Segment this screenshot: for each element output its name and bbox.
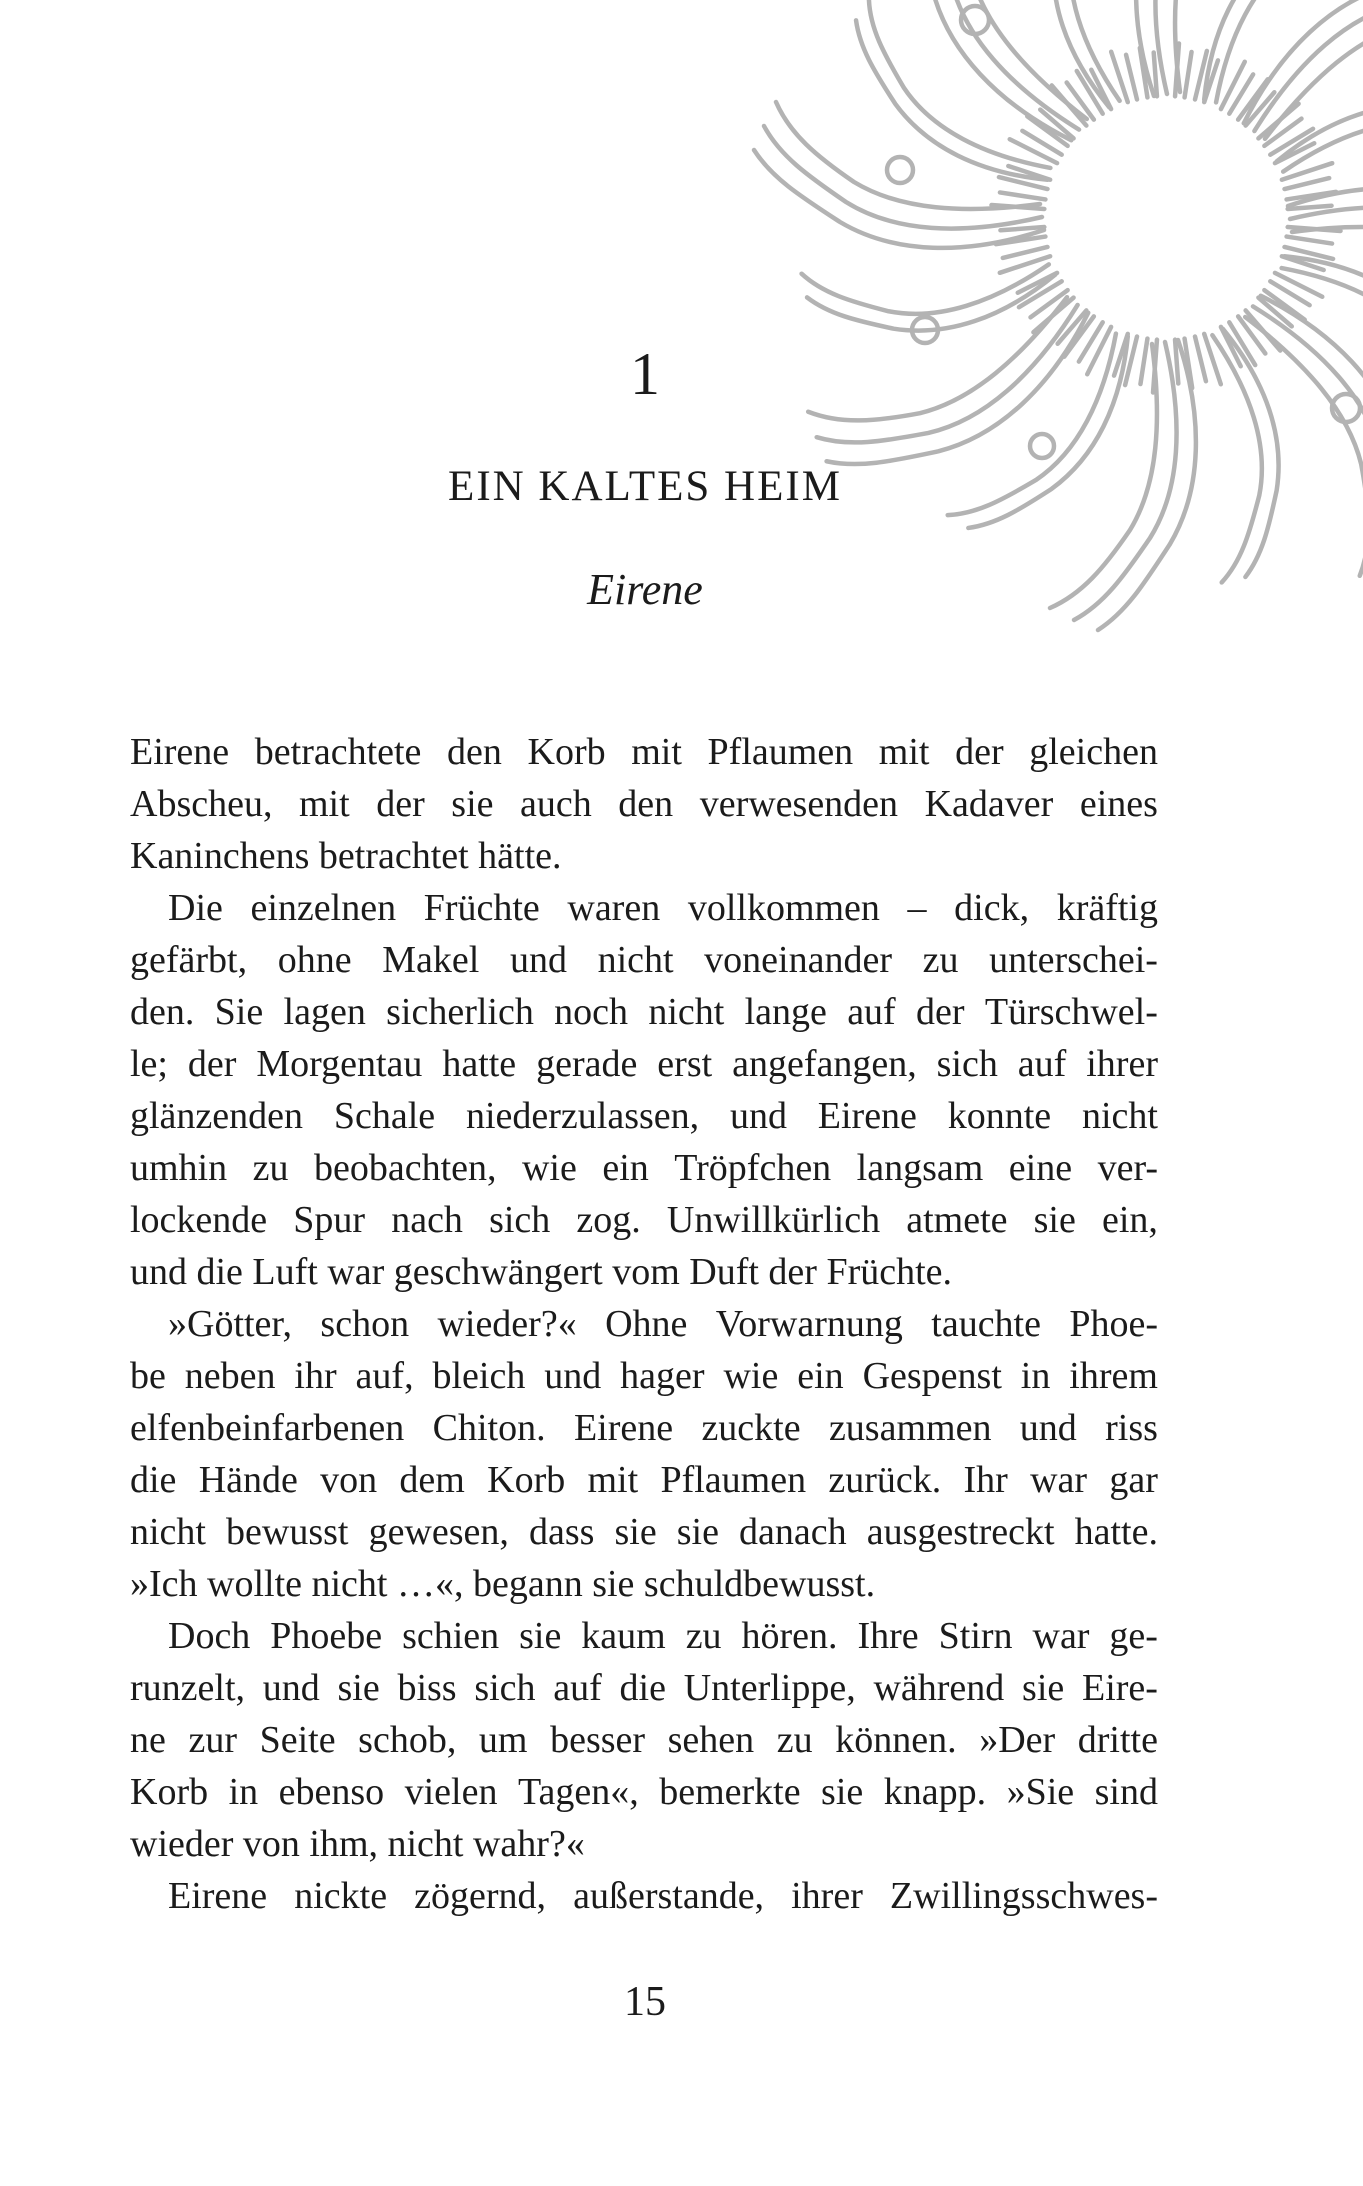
body-line: Eirene betrachtete den Korb mit Pflaumen mit der gleichen — [130, 731, 1158, 773]
chapter-title: EIN KALTES HEIM — [448, 463, 842, 510]
body-line: Korb in ebenso vielen Tagen«, bemerkte sie knapp. »Sie sind — [130, 1771, 1158, 1813]
sun-dot — [912, 317, 938, 343]
body-line: lockende Spur nach sich zog. Unwillkürlich atmete sie ein, — [130, 1199, 1158, 1241]
sun-dot — [887, 157, 913, 183]
body-line: ne zur Seite schob, um besser sehen zu können. »Der dritte — [130, 1719, 1158, 1761]
body-line: umhin zu beobachten, wie ein Tröpfchen langsam eine ver- — [130, 1147, 1158, 1189]
sun-dot — [1332, 394, 1360, 422]
sun-dot — [1030, 434, 1054, 458]
body-line: »Götter, schon wieder?« Ohne Vorwarnung tauchte Phoe- — [168, 1303, 1158, 1345]
body-line: gefärbt, ohne Makel und nicht voneinander zu unterschei- — [130, 939, 1158, 981]
body-line: und die Luft war geschwängert vom Duft der Früchte. — [130, 1251, 953, 1293]
body-line: elfenbeinfarbenen Chiton. Eirene zuckte zusammen und riss — [130, 1407, 1158, 1449]
body-line: Die einzelnen Früchte waren vollkommen – dick, kräftig — [168, 887, 1158, 929]
body-line: Eirene nickte zögernd, außerstande, ihrer Zwillingsschwes- — [168, 1875, 1158, 1917]
body-line: runzelt, und sie biss sich auf die Unterlippe, während sie Eire- — [130, 1667, 1158, 1709]
body-line: die Hände von dem Korb mit Pflaumen zurück. Ihr war gar — [130, 1459, 1158, 1501]
chapter-subtitle: Eirene — [587, 565, 703, 614]
body-line: Doch Phoebe schien sie kaum zu hören. Ihre Stirn war ge- — [168, 1615, 1158, 1657]
body-line: be neben ihr auf, bleich und hager wie ein Gespenst in ihrem — [130, 1355, 1158, 1397]
body-line: Kaninchens betrachtet hätte. — [130, 835, 562, 877]
page-number: 15 — [624, 1979, 666, 2025]
sun-illustration — [620, 0, 1363, 640]
body-line: wieder von ihm, nicht wahr?« — [130, 1823, 585, 1865]
body-line: »Ich wollte nicht …«, begann sie schuldbewusst. — [130, 1563, 876, 1605]
body-line: Abscheu, mit der sie auch den verwesenden Kadaver eines — [130, 783, 1158, 825]
sun-dot — [961, 6, 989, 34]
body-text — [130, 726, 1158, 1922]
chapter-number: 1 — [630, 341, 660, 407]
body-line: le; der Morgentau hatte gerade erst angefangen, sich auf ihrer — [130, 1043, 1158, 1085]
body-line: den. Sie lagen sicherlich noch nicht lange auf der Türschwel- — [130, 991, 1158, 1033]
body-line: nicht bewusst gewesen, dass sie sie danach ausgestreckt hatte. — [130, 1511, 1158, 1553]
body-line: glänzenden Schale niederzulassen, und Eirene konnte nicht — [130, 1095, 1158, 1137]
